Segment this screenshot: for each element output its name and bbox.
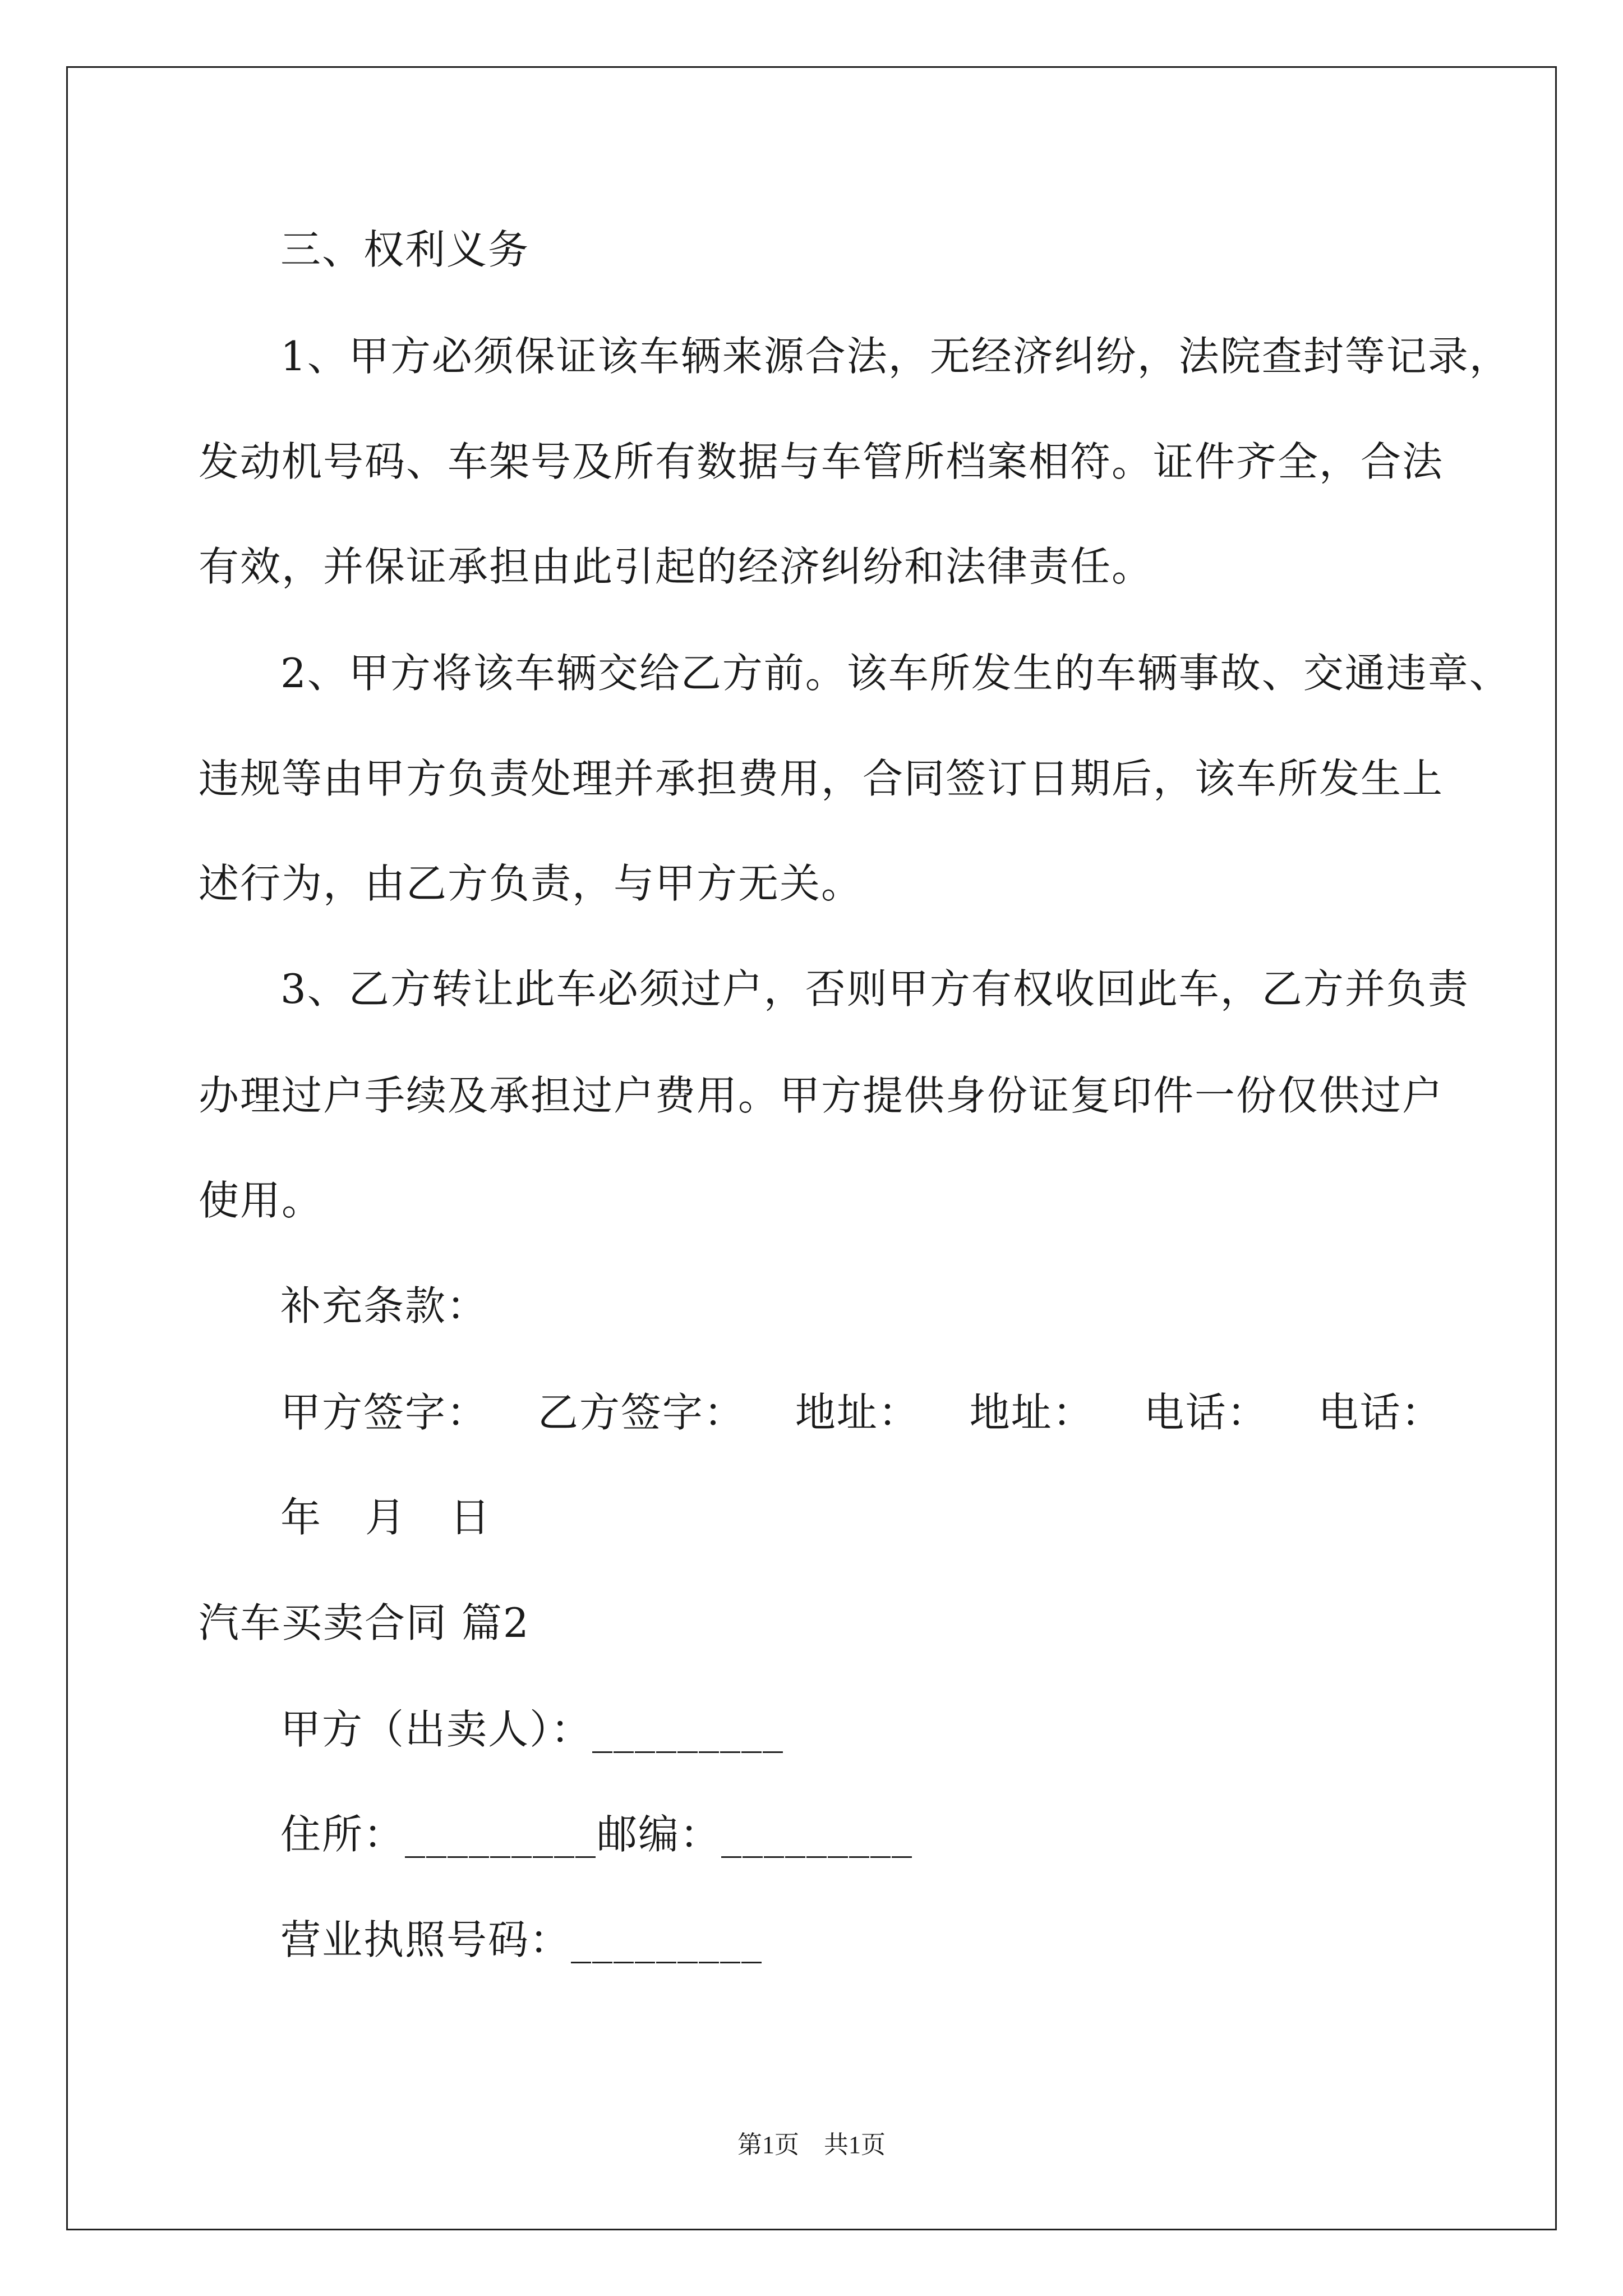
party-b-signature-label: 乙方签字： — [537, 1389, 745, 1436]
supplementary-clause-label: 补充条款： — [280, 1282, 488, 1329]
residence-label: 住所： — [280, 1811, 405, 1858]
contract-2-title: 汽车买卖合同 篇2 — [199, 1599, 530, 1646]
clause-3-line-2: 办理过户手续及承担过户费用。甲方提供身份证复印件一份仅供过户 — [199, 1072, 1444, 1119]
clause-2-line-1: 2、甲方将该车辆交给乙方前。该车所发生的车辆事故、交通违章、 — [280, 650, 1511, 697]
business-license-blank: _________ — [571, 1916, 763, 1963]
date-day: 日 — [449, 1494, 491, 1541]
date-month: 月 — [365, 1494, 407, 1541]
business-license-row — [280, 1915, 763, 1965]
signature-row — [280, 1387, 1479, 1438]
clause-1-line-3: 有效，并保证承担由此引起的经济纠纷和法律责任。 — [199, 543, 1154, 590]
party-a-seller-label: 甲方（出卖人）： — [280, 1706, 593, 1753]
clause-1-line-2: 发动机号码、车架号及所有数据与车管所档案相符。证件齐全，合法 — [199, 438, 1444, 485]
clause-1-line-1: 1、甲方必须保证该车辆来源合法，无经济纠纷，法院查封等记录， — [280, 333, 1511, 380]
date-year: 年 — [280, 1494, 322, 1541]
clause-2-line-3: 述行为，由乙方负责，与甲方无关。 — [199, 860, 863, 907]
party-a-address-label: 地址： — [795, 1389, 920, 1436]
party-b-phone-label: 电话： — [1318, 1389, 1443, 1436]
date-row — [280, 1492, 520, 1543]
party-a-phone-label: 电话： — [1144, 1389, 1269, 1436]
residence-row — [280, 1809, 913, 1860]
clause-3-line-1: 3、乙方转让此车必须过户，否则甲方有权收回此车，乙方并负责 — [280, 965, 1469, 1013]
section-title: 三、权利义务 — [280, 226, 530, 273]
postcode-blank: _________ — [721, 1811, 914, 1858]
party-a-seller-blank: _________ — [592, 1706, 785, 1753]
page-border — [66, 66, 1557, 2230]
page-footer: 第1页 共1页 — [737, 2131, 886, 2159]
clause-2-line-2: 违规等由甲方负责处理并承担费用，合同签订日期后，该车所发生上 — [199, 755, 1444, 802]
party-a-seller-row — [280, 1704, 784, 1755]
party-b-address-label: 地址： — [969, 1389, 1094, 1436]
clause-3-line-3: 使用。 — [199, 1177, 324, 1224]
postcode-label: 邮编： — [597, 1811, 722, 1858]
party-a-signature-label: 甲方签字： — [280, 1389, 488, 1436]
residence-blank: _________ — [405, 1811, 597, 1858]
business-license-label: 营业执照号码： — [280, 1916, 571, 1963]
